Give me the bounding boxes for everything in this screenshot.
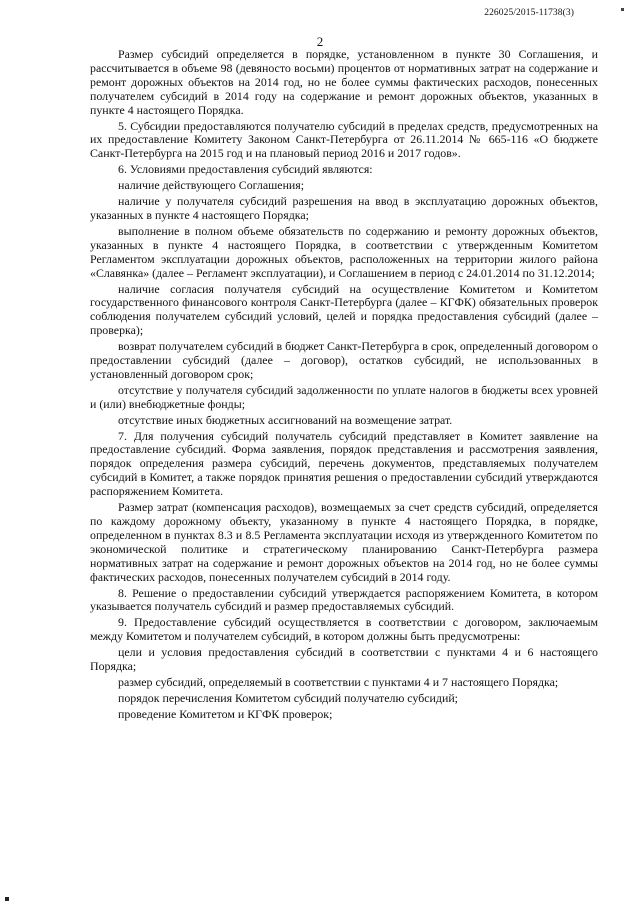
paragraph: проведение Комитетом и КГФК проверок; [118,706,333,721]
paragraph: отсутствие у получателя субсидий задолженности по уплате налогов в бюджеты всех уровней и (или) внебюджетные фонды; [90,382,598,411]
paragraph: размер субсидий, определяемый в соответствии с пунктами 4 и 7 настоящего Порядка; [118,674,559,689]
paragraph: 5. Субсидии предоставляются получателю субсидий в пределах средств, предусмотренных на их предоставление Комитету Законом Санкт-Петербурга от 26.11.2014 № 665-116 «О бюджете Санкт-Петербурга на 2015 год и на плановый период 2016 и 2017 годов». [90,118,598,161]
paragraph: наличие действующего Соглашения; [118,178,305,193]
page-number: 2 [316,34,324,49]
paragraph: 6. Условиями предоставления субсидий являются: [118,162,373,177]
scan-artifact [5,897,9,901]
document-id: 226025/2015-11738(3) [484,8,574,18]
paragraph: наличие у получателя субсидий разрешения на ввод в эксплуатацию дорожных объектов, указанных в пункте 4 настоящего Порядка; [90,194,598,222]
paragraph: выполнение в полном объеме обязательств по содержанию и ремонту дорожных объектов, указанных в пункте 4 настоящего Порядка, в соответствии с утвержденным Комитетом Регламентом эксплуатации дорожных объектов, расположенных на территории жилого района «Славянка» (далее – Регламент эксплуатации), и Соглашением в период с 24.01.2014 по 31.12.2014; [90,223,598,280]
paragraph: возврат получателем субсидий в бюджет Санкт-Петербурга в срок, определенный договором о предоставлении субсидий (далее – договор), остатков субсидий, не использованных в установленный договором срок; [90,339,598,381]
paragraph: 7. Для получения субсидий получатель субсидий представляет в Комитет заявление на предоставление субсидий. Форма заявления, порядок представления и рассмотрения заявления, порядок определения размера субсидий, перечень документов, представляемых получателем субсидий в Комитет, а также порядок принятия решения о предоставлении субсидий утверждаются распоряжением Комитета. [90,428,598,499]
paragraph: цели и условия предоставления субсидий в соответствии с пунктами 4 и 6 настоящего Порядка; [90,645,598,674]
paragraph: наличие согласия получателя субсидий на осуществление Комитетом и Комитетом государственного финансового контроля Санкт-Петербурга (далее – КГФК) обязательных проверок соблюдения получателем субсидий условий, целей и порядка предоставления субсидий (далее – проверка); [90,281,598,338]
paragraph: Размер субсидий определяется в порядке, установленном в пункте 30 Соглашения, и рассчитывается в объеме 98 (девяносто восьми) процентов от нормативных затрат на содержание и ремонт дорожных объектов на 2014 год, но не более суммы фактических расходов, понесенных получателем субсидий в 2014 году на содержание и ремонт дорожных объектов, указанных в пункте 4 настоящего Порядка. [90,47,598,117]
paragraph: 9. Предоставление субсидий осуществляется в соответствии с договором, заключаемым между Комитетом и получателем субсидий, в котором должны быть предусмотрены: [90,615,598,644]
paragraph: порядок перечисления Комитетом субсидий получателю субсидий; [118,690,458,705]
paragraph: Размер затрат (компенсация расходов), возмещаемых за счет средств субсидий, определяется по каждому дорожному объекту, указанному в пункте 4 настоящего Порядка, в порядке, определенном в пунктах 8.3 и 8.5 Регламента эксплуатации исходя из утвержденного Комитетом по экономической политике и стратегическому планированию Санкт-Петербурга размера нормативных затрат на содержание и ремонт дорожных объектов на 2014 год, но не более суммы фактических расходов, понесенных получателем субсидий в 2014 году. [90,500,598,584]
scan-artifact [621,8,624,11]
paragraph: 8. Решение о предоставлении субсидий утверждается распоряжением Комитета, в котором указывается получатель субсидий и размер предоставляемых субсидий. [90,585,598,614]
paragraph: отсутствие иных бюджетных ассигнований на возмещение затрат. [118,412,453,427]
document-body [90,48,598,722]
